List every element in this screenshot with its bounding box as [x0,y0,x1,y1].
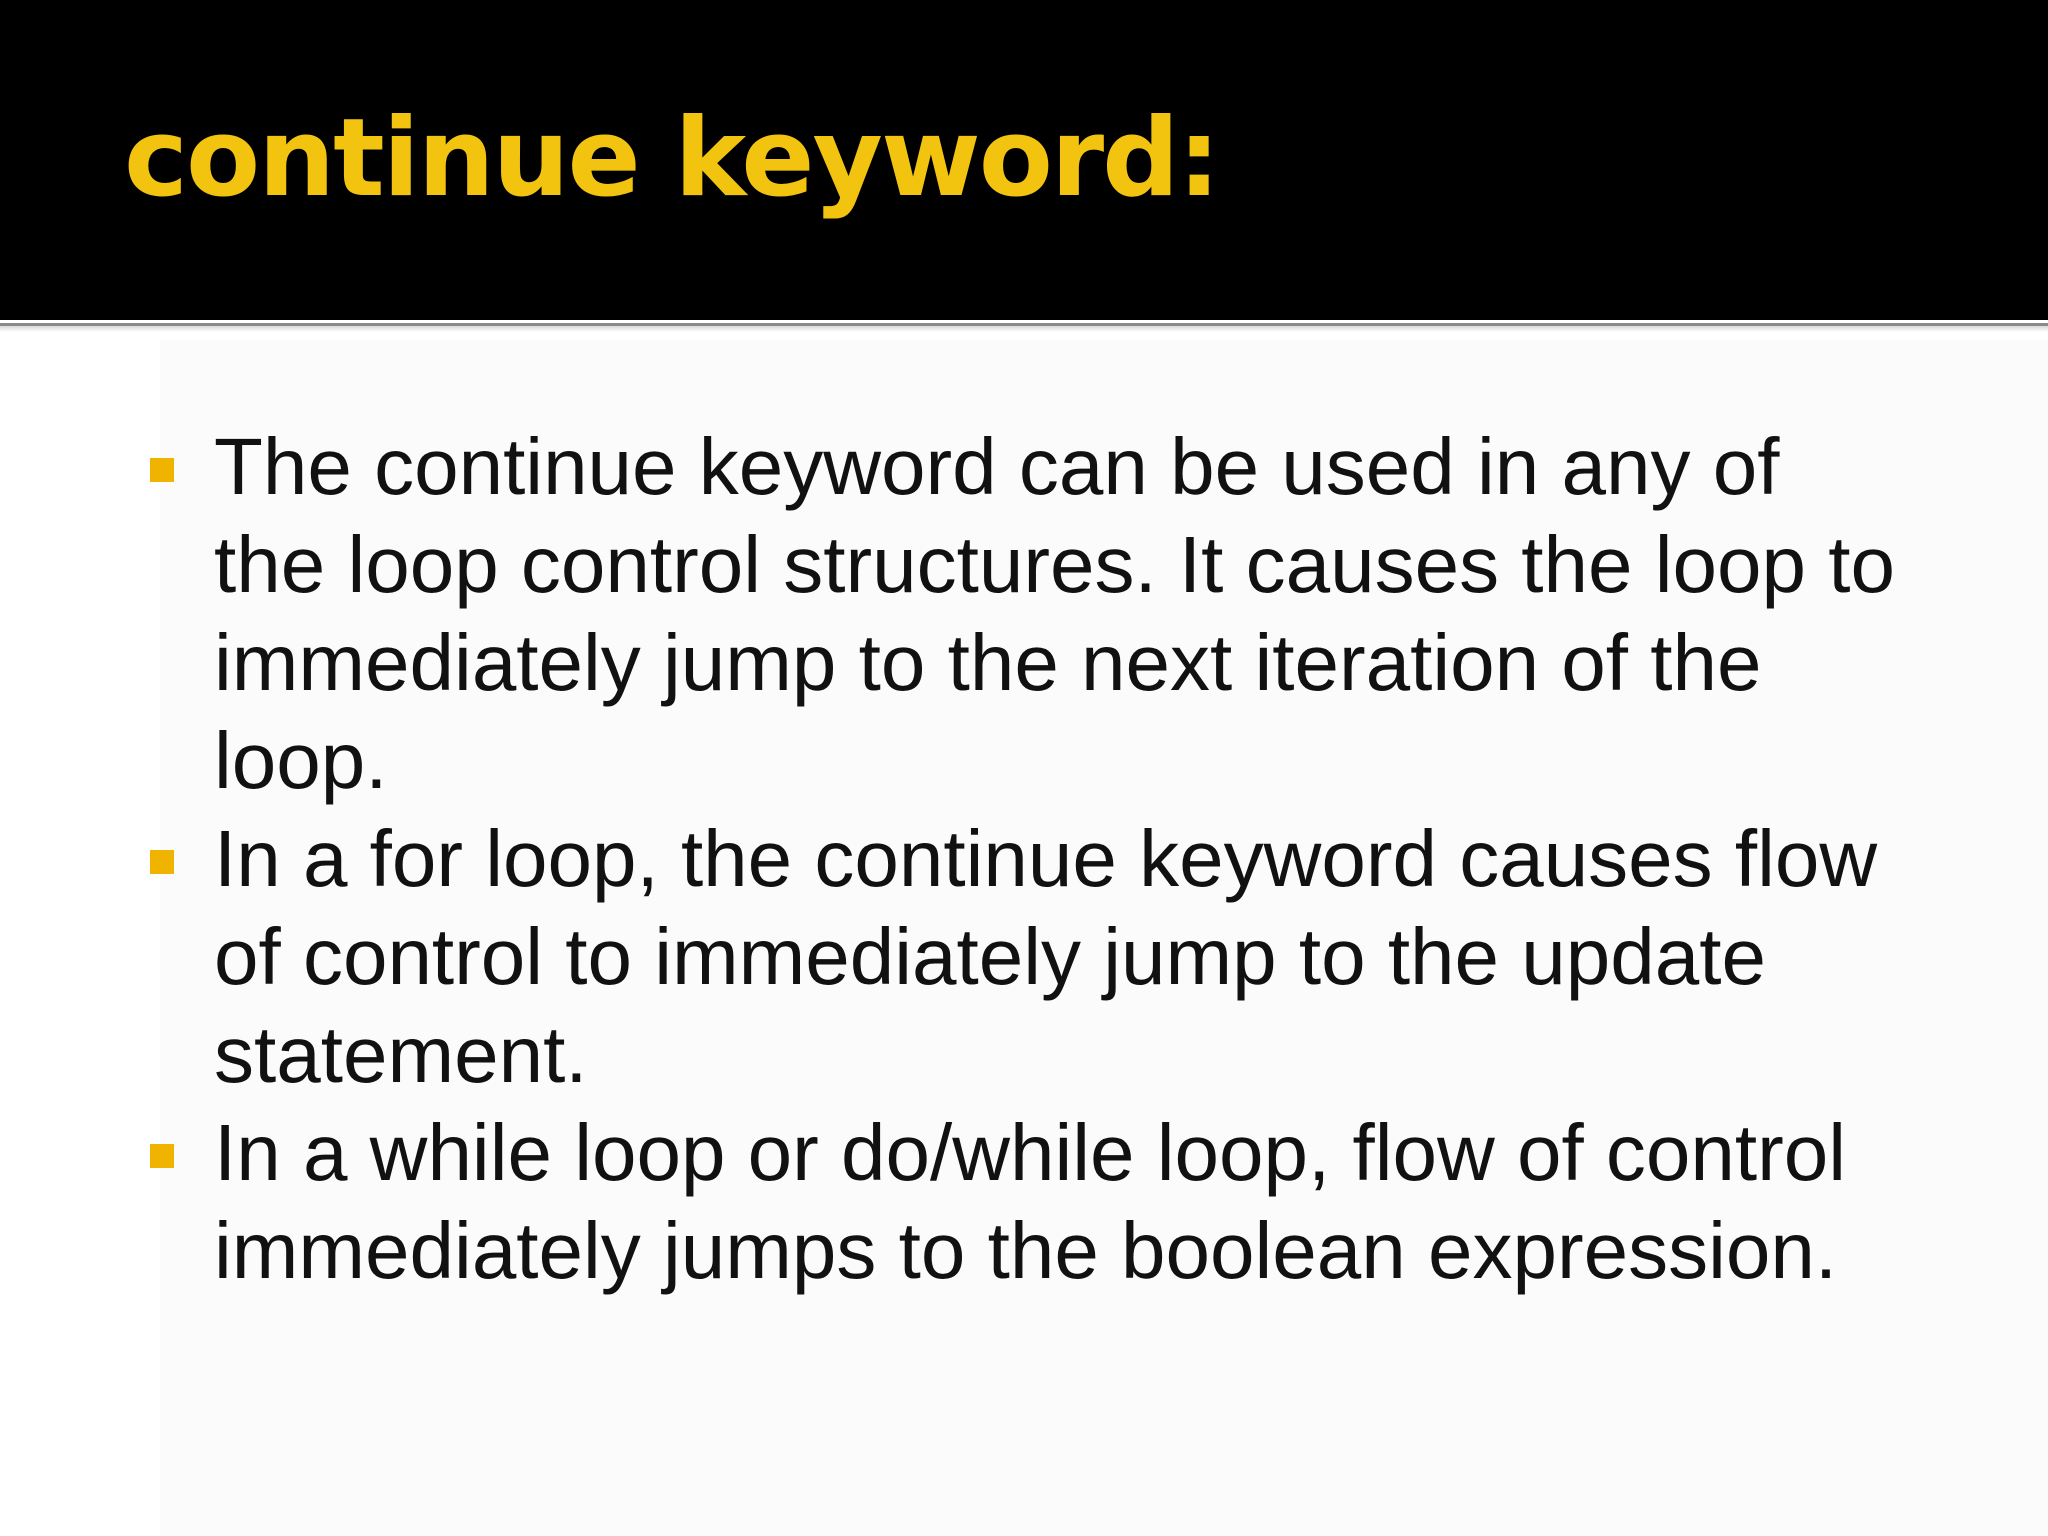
slide-title: continue keyword: [124,96,1219,221]
bullet-list [150,418,1910,1300]
title-bar [0,0,2048,320]
bullet-item [150,810,1910,1104]
title-divider [0,320,2048,332]
bullet-text: In a while loop or do/while loop, flow of control immediately jumps to the boolean expression. [214,1108,1847,1295]
square-bullet-icon [150,850,174,874]
square-bullet-icon [150,458,174,482]
square-bullet-icon [150,1144,174,1168]
bullet-text: In a for loop, the continue keyword causes flow of control to immediately jump to the update statement. [214,814,1878,1099]
bullet-item [150,1104,1910,1300]
bullet-text: The continue keyword can be used in any of the loop control structures. It causes the loop to immediately jump to the next iteration of the loop. [214,422,1895,805]
bullet-item [150,418,1910,810]
